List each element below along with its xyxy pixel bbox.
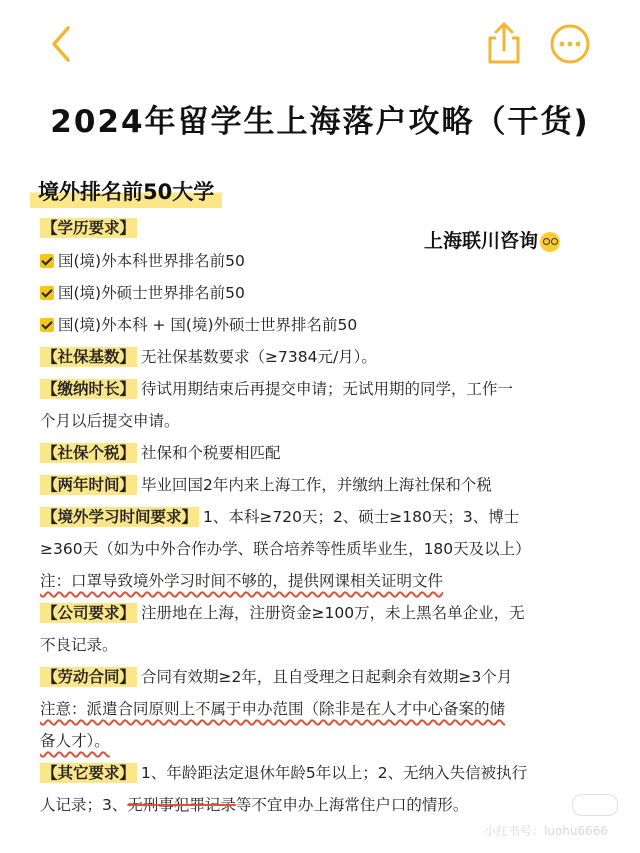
line-6-text: 待试用期结束后再提交申请；无试用期的同学，工作一 — [141, 380, 514, 398]
line-2-text: 国(境)外本科世界排名前50 — [58, 252, 245, 270]
line-19-text-strike: 无刑事犯罪记录 — [127, 796, 236, 814]
line-4 — [40, 315, 357, 335]
line-4-text: 国(境)外本科 + 国(境)外硕士世界排名前50 — [58, 316, 358, 334]
checkbox-icon — [40, 286, 54, 300]
tag-tax: 【社保个税】 — [42, 444, 136, 462]
line-3 — [40, 283, 245, 303]
line-10 — [40, 507, 519, 527]
line-15-text: 合同有效期≥2年，且自受理之日起剩余有效期≥3个月 — [141, 668, 513, 686]
line-10-text: 1、本科≥720天；2、硕士≥180天；3、博士 — [203, 508, 520, 526]
section-title: 境外排名前50大学 — [30, 174, 222, 208]
line-12-text: 注：口罩导致境外学习时间不够的，提供网课相关证明文件 — [40, 572, 444, 590]
line-3-text: 国(境)外硕士世界排名前50 — [58, 284, 245, 302]
line-14-text: 不良记录。 — [40, 636, 118, 654]
line-8 — [40, 443, 281, 463]
line-2 — [40, 251, 245, 271]
line-15 — [40, 667, 512, 687]
line-5-text: 无社保基数要求（≥7384元/月）。 — [141, 348, 377, 366]
line-6 — [40, 379, 513, 399]
more-icon[interactable] — [548, 22, 592, 66]
line-11-text: ≥360天（如为中外合作办学、联合培养等性质毕业生，180天及以上） — [40, 540, 531, 558]
share-icon[interactable] — [480, 18, 528, 68]
line-11 — [40, 539, 531, 559]
line-9 — [40, 475, 492, 495]
line-7-text: 个月以后提交申请。 — [40, 412, 180, 430]
line-8-text: 社保和个税要相匹配 — [141, 444, 281, 462]
line-13 — [40, 603, 525, 623]
checkbox-icon — [40, 254, 54, 268]
line-16 — [40, 699, 505, 719]
line-18-text: 1、年龄距法定退休年龄5年以上；2、无纳入失信被执行 — [141, 764, 528, 782]
tag-duration: 【缴纳时长】 — [42, 380, 136, 398]
line-13-text: 注册地在上海，注册资金≥100万，未上黑名单企业，无 — [141, 604, 525, 622]
brand-text: 上海联川咨询 — [424, 230, 539, 252]
watermark: 小红书号：luohu6666 — [484, 824, 609, 838]
line-9-text: 毕业回国2年内来上海工作，并缴纳上海社保和个税 — [141, 476, 492, 494]
line-14 — [40, 635, 118, 655]
tag-social-base: 【社保基数】 — [42, 348, 136, 366]
line-5 — [40, 347, 377, 367]
line-1 — [40, 218, 141, 238]
top-nav-bar — [0, 0, 640, 92]
tag-two-years: 【两年时间】 — [42, 476, 136, 494]
line-19 — [40, 795, 468, 815]
tag-contract: 【劳动合同】 — [42, 668, 136, 686]
tag-other: 【其它要求】 — [42, 764, 136, 782]
line-18 — [40, 763, 527, 783]
line-19-text-a: 人记录；3、 — [40, 796, 128, 814]
line-17 — [40, 731, 110, 751]
line-17-text: 备人才）。 — [40, 732, 110, 750]
line-12 — [40, 571, 443, 591]
line-16-text: 注意：派遣合同原则上不属于申办范围（除非是在人才中心备案的储 — [40, 700, 506, 718]
brand-label — [424, 226, 560, 253]
tag-education: 【学历要求】 — [42, 219, 136, 237]
checkbox-icon — [40, 318, 54, 332]
line-7 — [40, 411, 180, 431]
chevron-left-icon[interactable] — [40, 20, 84, 68]
tag-study-time: 【境外学习时间要求】 — [42, 508, 198, 526]
nerd-face-icon — [540, 232, 560, 252]
tag-company: 【公司要求】 — [42, 604, 136, 622]
page-title: 2024年留学生上海落户攻略（干货) — [50, 104, 590, 140]
watermark-logo — [572, 794, 618, 816]
line-19-text-c: 等不宜申办上海常住户口的情形。 — [235, 796, 469, 814]
